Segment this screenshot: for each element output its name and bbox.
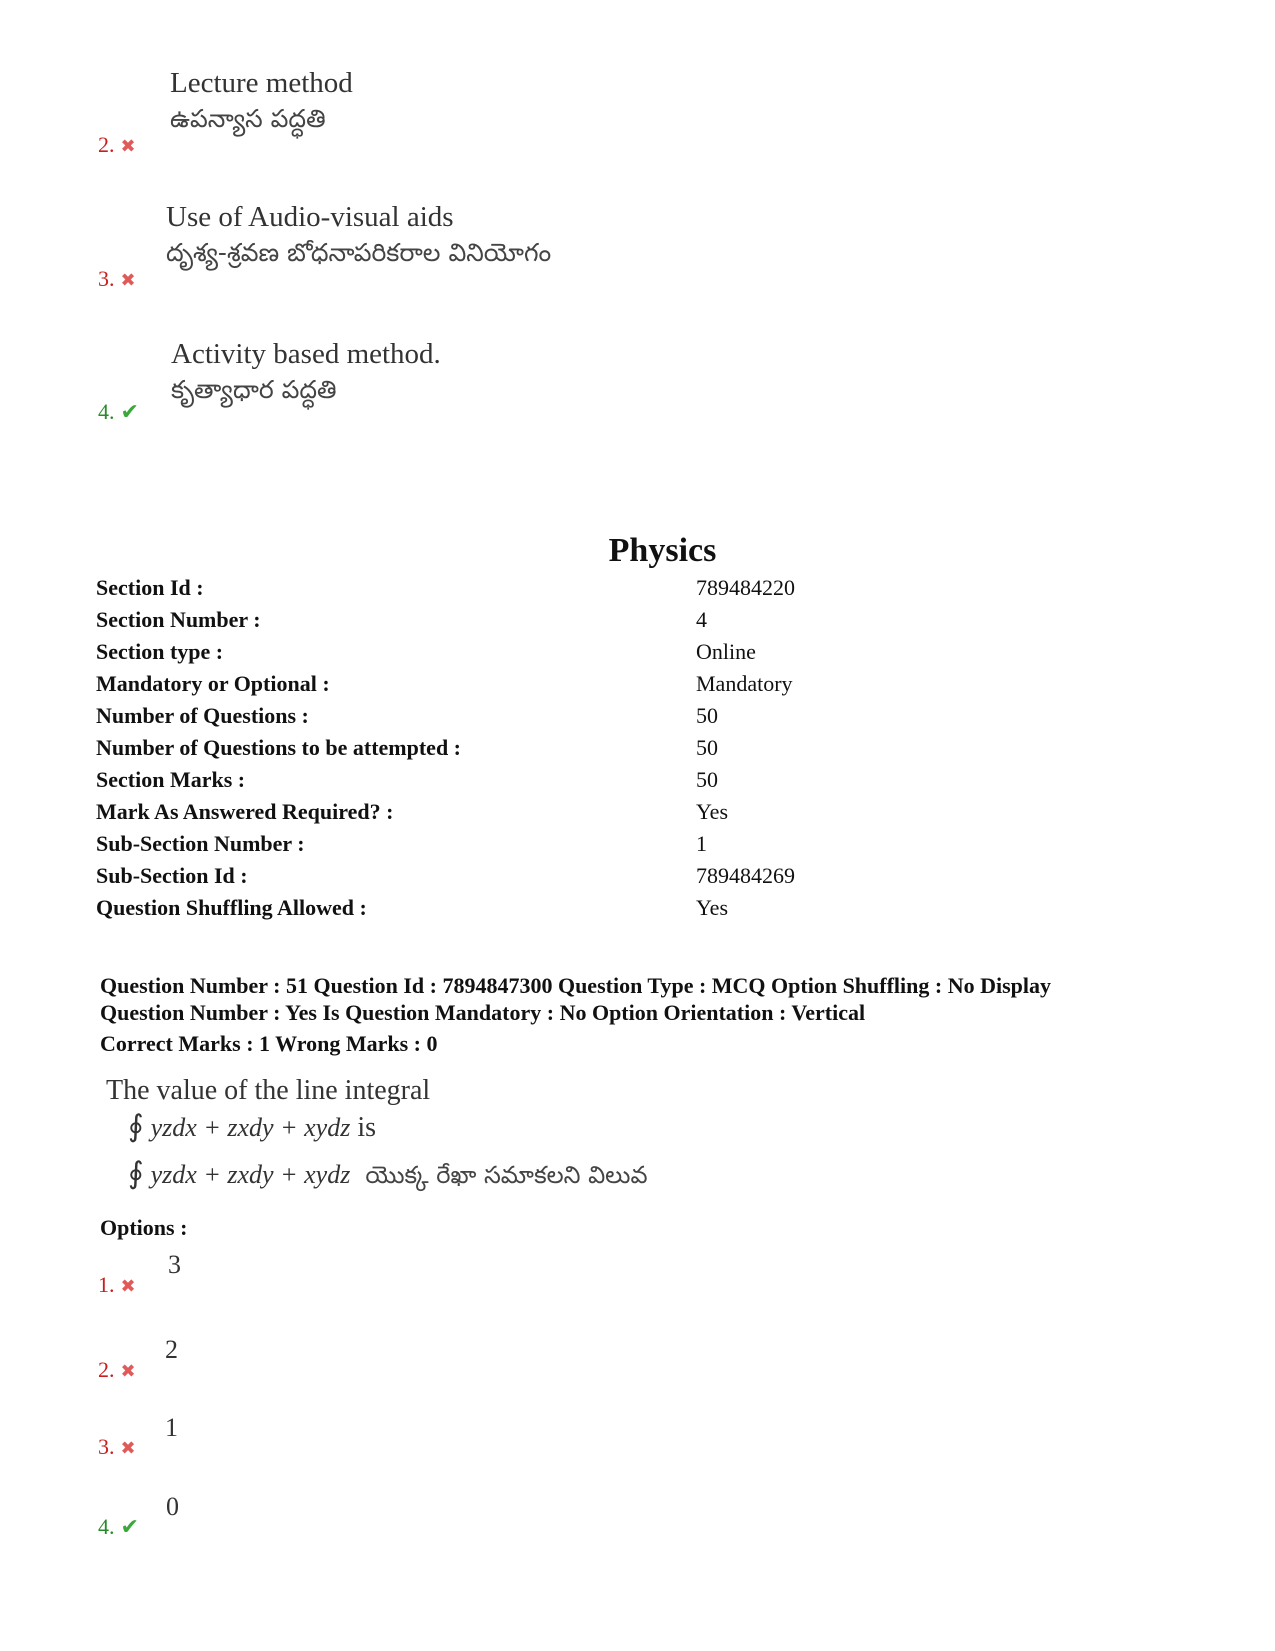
question-marks: Correct Marks : 1 Wrong Marks : 0 (100, 1031, 438, 1056)
info-value: 50 (696, 767, 718, 792)
integral-symbol: ∮ (128, 1110, 144, 1143)
info-value: 50 (696, 735, 718, 760)
info-key: Number of Questions : (96, 703, 309, 728)
integrand: yzdx + zxdy + xydz (150, 1113, 351, 1142)
check-icon: ✔ (120, 399, 139, 424)
info-row (96, 607, 1196, 638)
prev-option-3-text-en: Use of Audio-visual aids (166, 201, 454, 233)
info-key: Number of Questions to be attempted : (96, 735, 462, 760)
info-key: Question Shuffling Allowed : (96, 895, 367, 920)
info-row (96, 671, 1196, 702)
info-key: Mark As Answered Required? : (96, 799, 394, 824)
option-3-number: 3. ✖ (98, 1434, 136, 1459)
cross-icon: ✖ (120, 136, 136, 156)
info-value: 1 (696, 831, 707, 856)
prev-option-4-text-te: కృత్యాధార పద్ధతి (171, 375, 337, 404)
info-value: 789484220 (696, 575, 795, 600)
info-key: Sub-Section Id : (96, 863, 248, 888)
info-value: Online (696, 639, 756, 664)
prev-option-2-number: 2. ✖ (98, 132, 136, 157)
question-text (106, 1073, 648, 1193)
info-key: Section Marks : (96, 767, 246, 792)
prev-option-3-content (166, 199, 551, 271)
question-text-line-1: The value of the line integral (106, 1075, 431, 1106)
info-value: Yes (696, 799, 729, 824)
prev-option-4-text-en: Activity based method. (171, 338, 441, 370)
question-suffix-en: is (357, 1112, 377, 1143)
option-3-value: 1 (165, 1413, 178, 1442)
info-row (96, 575, 1196, 606)
check-icon: ✔ (120, 1514, 139, 1539)
info-row (96, 863, 1196, 894)
info-row (96, 767, 1196, 798)
integral-symbol: ∮ (128, 1157, 144, 1190)
prev-option-3-number: 3. ✖ (98, 266, 136, 291)
question-integral-te (106, 1156, 648, 1193)
question-integral-en (106, 1109, 648, 1146)
info-key: Section Id : (96, 575, 204, 600)
cross-icon: ✖ (120, 1438, 136, 1458)
option-2-number: 2. ✖ (98, 1357, 136, 1382)
info-row (96, 735, 1196, 766)
prev-option-4-number: 4. ✔ (98, 399, 139, 424)
option-4-number: 4. ✔ (98, 1514, 139, 1539)
info-value: Mandatory (696, 671, 793, 696)
options-label: Options : (100, 1215, 188, 1240)
info-row (96, 831, 1196, 862)
cross-icon: ✖ (120, 270, 136, 290)
info-key: Section Number : (96, 607, 261, 632)
integrand: yzdx + zxdy + xydz (150, 1160, 351, 1189)
info-row (96, 639, 1196, 670)
cross-icon: ✖ (120, 1361, 136, 1381)
info-row (96, 895, 1196, 926)
question-meta-line-2: Question Number : Yes Is Question Mandatory : No Option Orientation : Vertical (100, 1000, 866, 1025)
prev-option-2-content (170, 65, 353, 137)
question-meta-line-1: Question Number : 51 Question Id : 7894847300 Question Type : MCQ Option Shuffling : No Display (100, 973, 1052, 998)
info-row (96, 799, 1196, 830)
option-1-value: 3 (168, 1250, 181, 1279)
info-value: 789484269 (696, 863, 795, 888)
option-2-value: 2 (165, 1335, 178, 1364)
info-key: Section type : (96, 639, 224, 664)
prev-option-2-text-te: ఉపన్యాస పద్ధతి (170, 104, 326, 133)
question-suffix-te: యొక్క రేఖా సమాకలని విలువ (365, 1161, 648, 1189)
info-value: Yes (696, 895, 729, 920)
cross-icon: ✖ (120, 1276, 136, 1296)
prev-option-2-text-en: Lecture method (170, 67, 353, 99)
info-key: Mandatory or Optional : (96, 671, 330, 696)
prev-option-3-text-te: దృశ్య-శ్రవణ బోధనాపరికరాల వినియోగం (166, 238, 552, 267)
info-key: Sub-Section Number : (96, 831, 305, 856)
info-row (96, 703, 1196, 734)
prev-option-4-content (171, 336, 441, 408)
option-4-value: 0 (166, 1492, 179, 1521)
option-1-number: 1. ✖ (98, 1272, 136, 1297)
section-title: Physics (608, 532, 717, 569)
info-value: 4 (696, 607, 707, 632)
question-meta (100, 972, 1180, 1057)
info-value: 50 (696, 703, 718, 728)
